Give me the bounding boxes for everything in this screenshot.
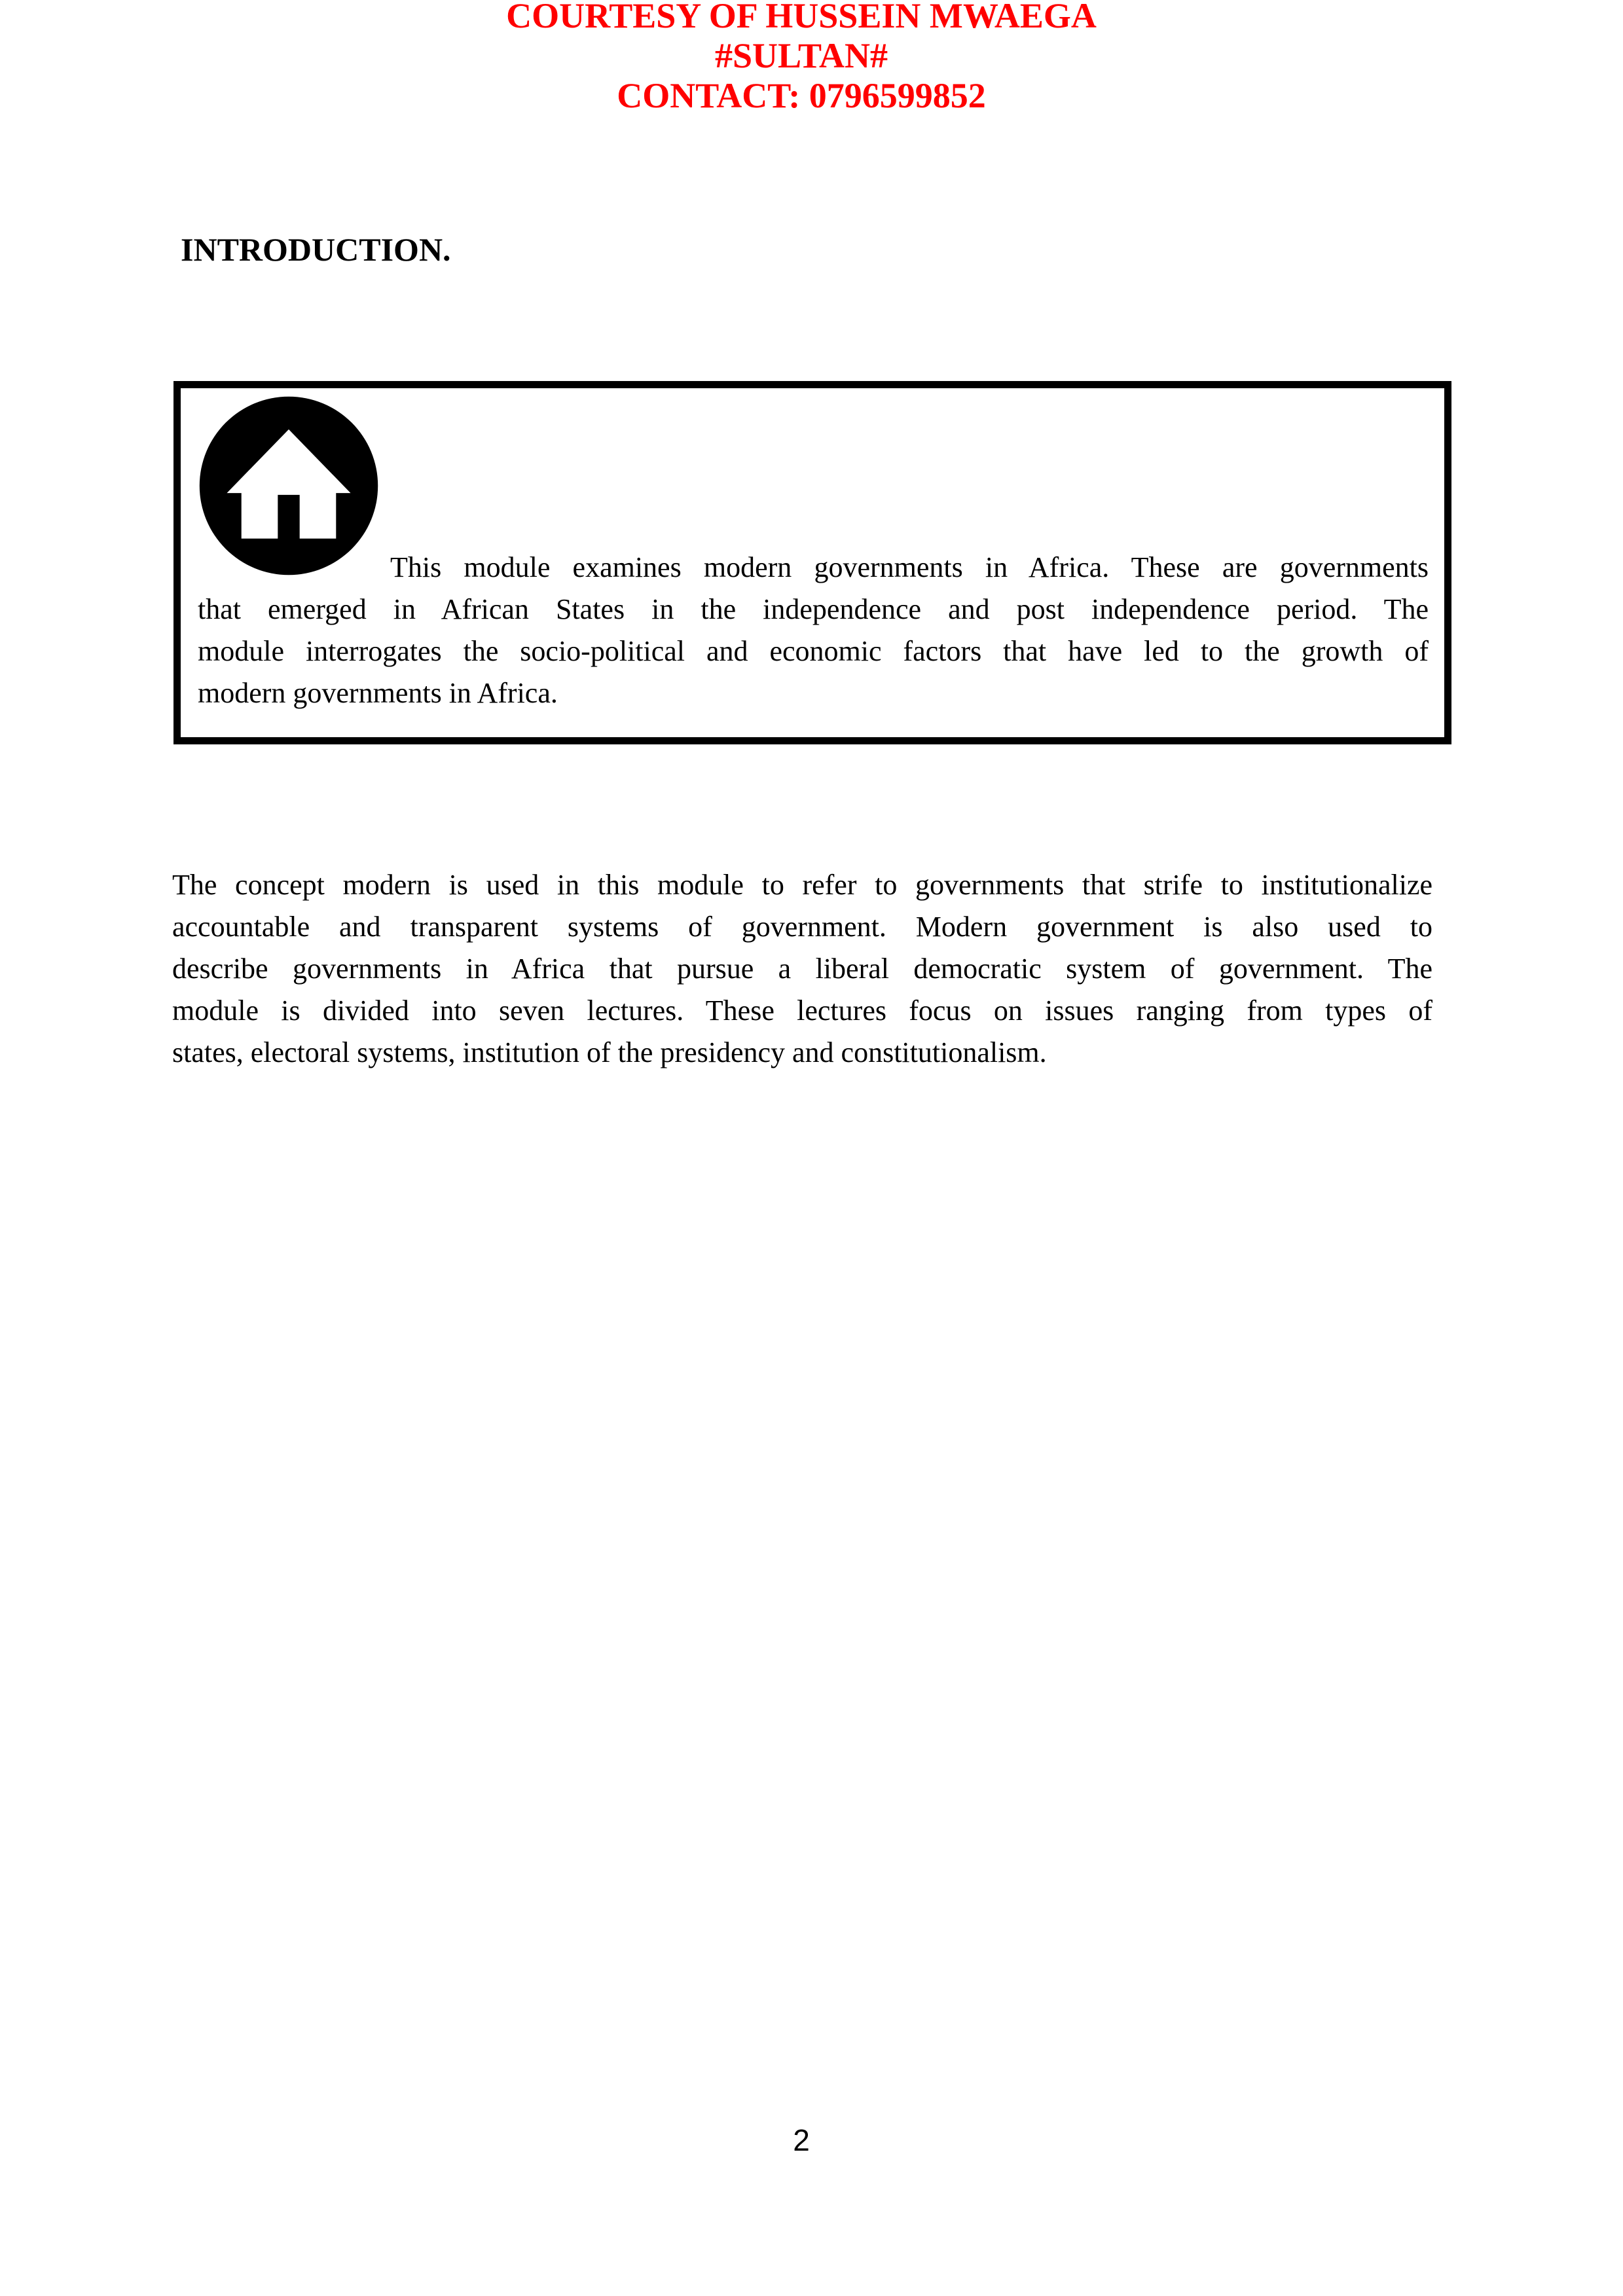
courtesy-header	[172, 0, 1431, 116]
text-line: accountable and transparent systems of government. Modern government is also used to	[172, 911, 1432, 943]
text-line: module is divided into seven lectures. These lectures focus on issues ranging from types of	[172, 994, 1432, 1027]
text-line: modern governments in Africa.	[198, 677, 558, 709]
module-overview-box	[173, 381, 1451, 744]
text-line	[198, 395, 1429, 589]
page-title: INTRODUCTION.	[181, 231, 451, 268]
courtesy-header-line: COURTESY OF HUSSEIN MWAEGA	[506, 0, 1097, 35]
home-icon	[198, 395, 380, 577]
text-line-content: This module examines modern governments in Africa. These are governments	[390, 551, 1429, 583]
body-paragraph	[172, 864, 1432, 1074]
courtesy-header-line: CONTACT: 0796599852	[617, 76, 986, 115]
text-line: module interrogates the socio-political and economic factors that have led to the growth of	[198, 635, 1429, 667]
text-line: that emerged in African States in the independence and post independence period. The	[198, 593, 1429, 625]
page-number: 2	[793, 2123, 810, 2157]
text-line: describe governments in Africa that pursue a liberal democratic system of government. The	[172, 953, 1432, 985]
courtesy-header-line: #SULTAN#	[714, 36, 888, 75]
text-line: The concept modern is used in this module to refer to governments that strife to institutionalize	[172, 869, 1432, 901]
page-footer	[172, 2123, 1431, 2158]
text-line: states, electoral systems, institution of the presidency and constitutionalism.	[172, 1036, 1047, 1068]
